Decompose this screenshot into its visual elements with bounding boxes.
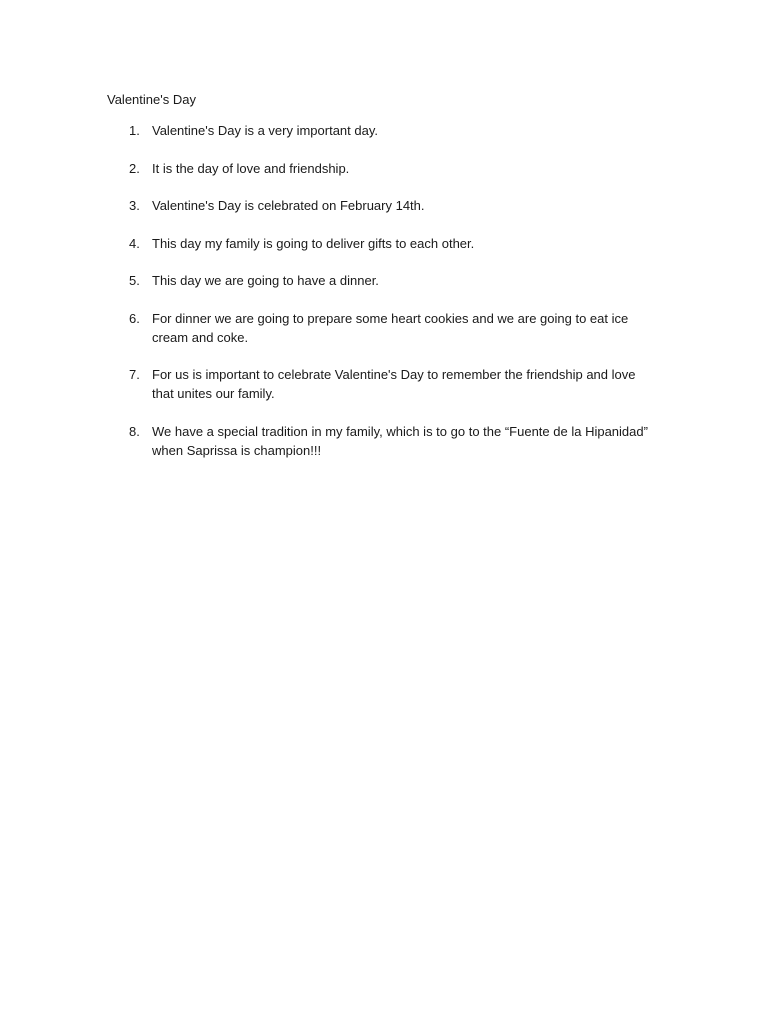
list-item-text: This day my family is going to deliver gifts to each other. bbox=[152, 235, 475, 251]
list-item bbox=[0, 159, 657, 178]
list-item-text: Valentine's Day is a very important day. bbox=[152, 123, 378, 138]
list-item-number: 4. bbox=[129, 235, 140, 251]
list-item-text: For dinner we are going to prepare some heart cookies and we are going to eat ice cream and coke. bbox=[152, 310, 629, 345]
list-item-text: We have a special tradition in my family, which is to go to the “Fuente de la Hipanidad” when Saprissa is champion!!! bbox=[152, 423, 648, 458]
list-item-text: It is the day of love and friendship. bbox=[152, 160, 350, 176]
list-item bbox=[0, 271, 657, 290]
list-item-number: 5. bbox=[129, 273, 140, 288]
list-item-text: For us is important to celebrate Valentine's Day to remember the friendship and love that unites our family. bbox=[152, 367, 636, 401]
list-item-number: 8. bbox=[129, 423, 140, 439]
document-title: Valentine's Day bbox=[107, 92, 196, 107]
list-item bbox=[0, 365, 657, 403]
list-item bbox=[0, 234, 657, 253]
list-item bbox=[0, 309, 657, 347]
numbered-list bbox=[0, 121, 768, 478]
list-item-number: 6. bbox=[129, 310, 140, 326]
list-item-number: 1. bbox=[129, 123, 140, 138]
list-item-number: 3. bbox=[129, 198, 140, 213]
list-item-text: Valentine's Day is celebrated on February 14th. bbox=[152, 198, 425, 213]
list-item bbox=[0, 196, 657, 215]
list-item-number: 7. bbox=[129, 367, 140, 382]
list-item-text: This day we are going to have a dinner. bbox=[152, 273, 379, 288]
list-item bbox=[0, 422, 657, 460]
list-item bbox=[0, 121, 657, 140]
list-item-number: 2. bbox=[129, 160, 140, 176]
